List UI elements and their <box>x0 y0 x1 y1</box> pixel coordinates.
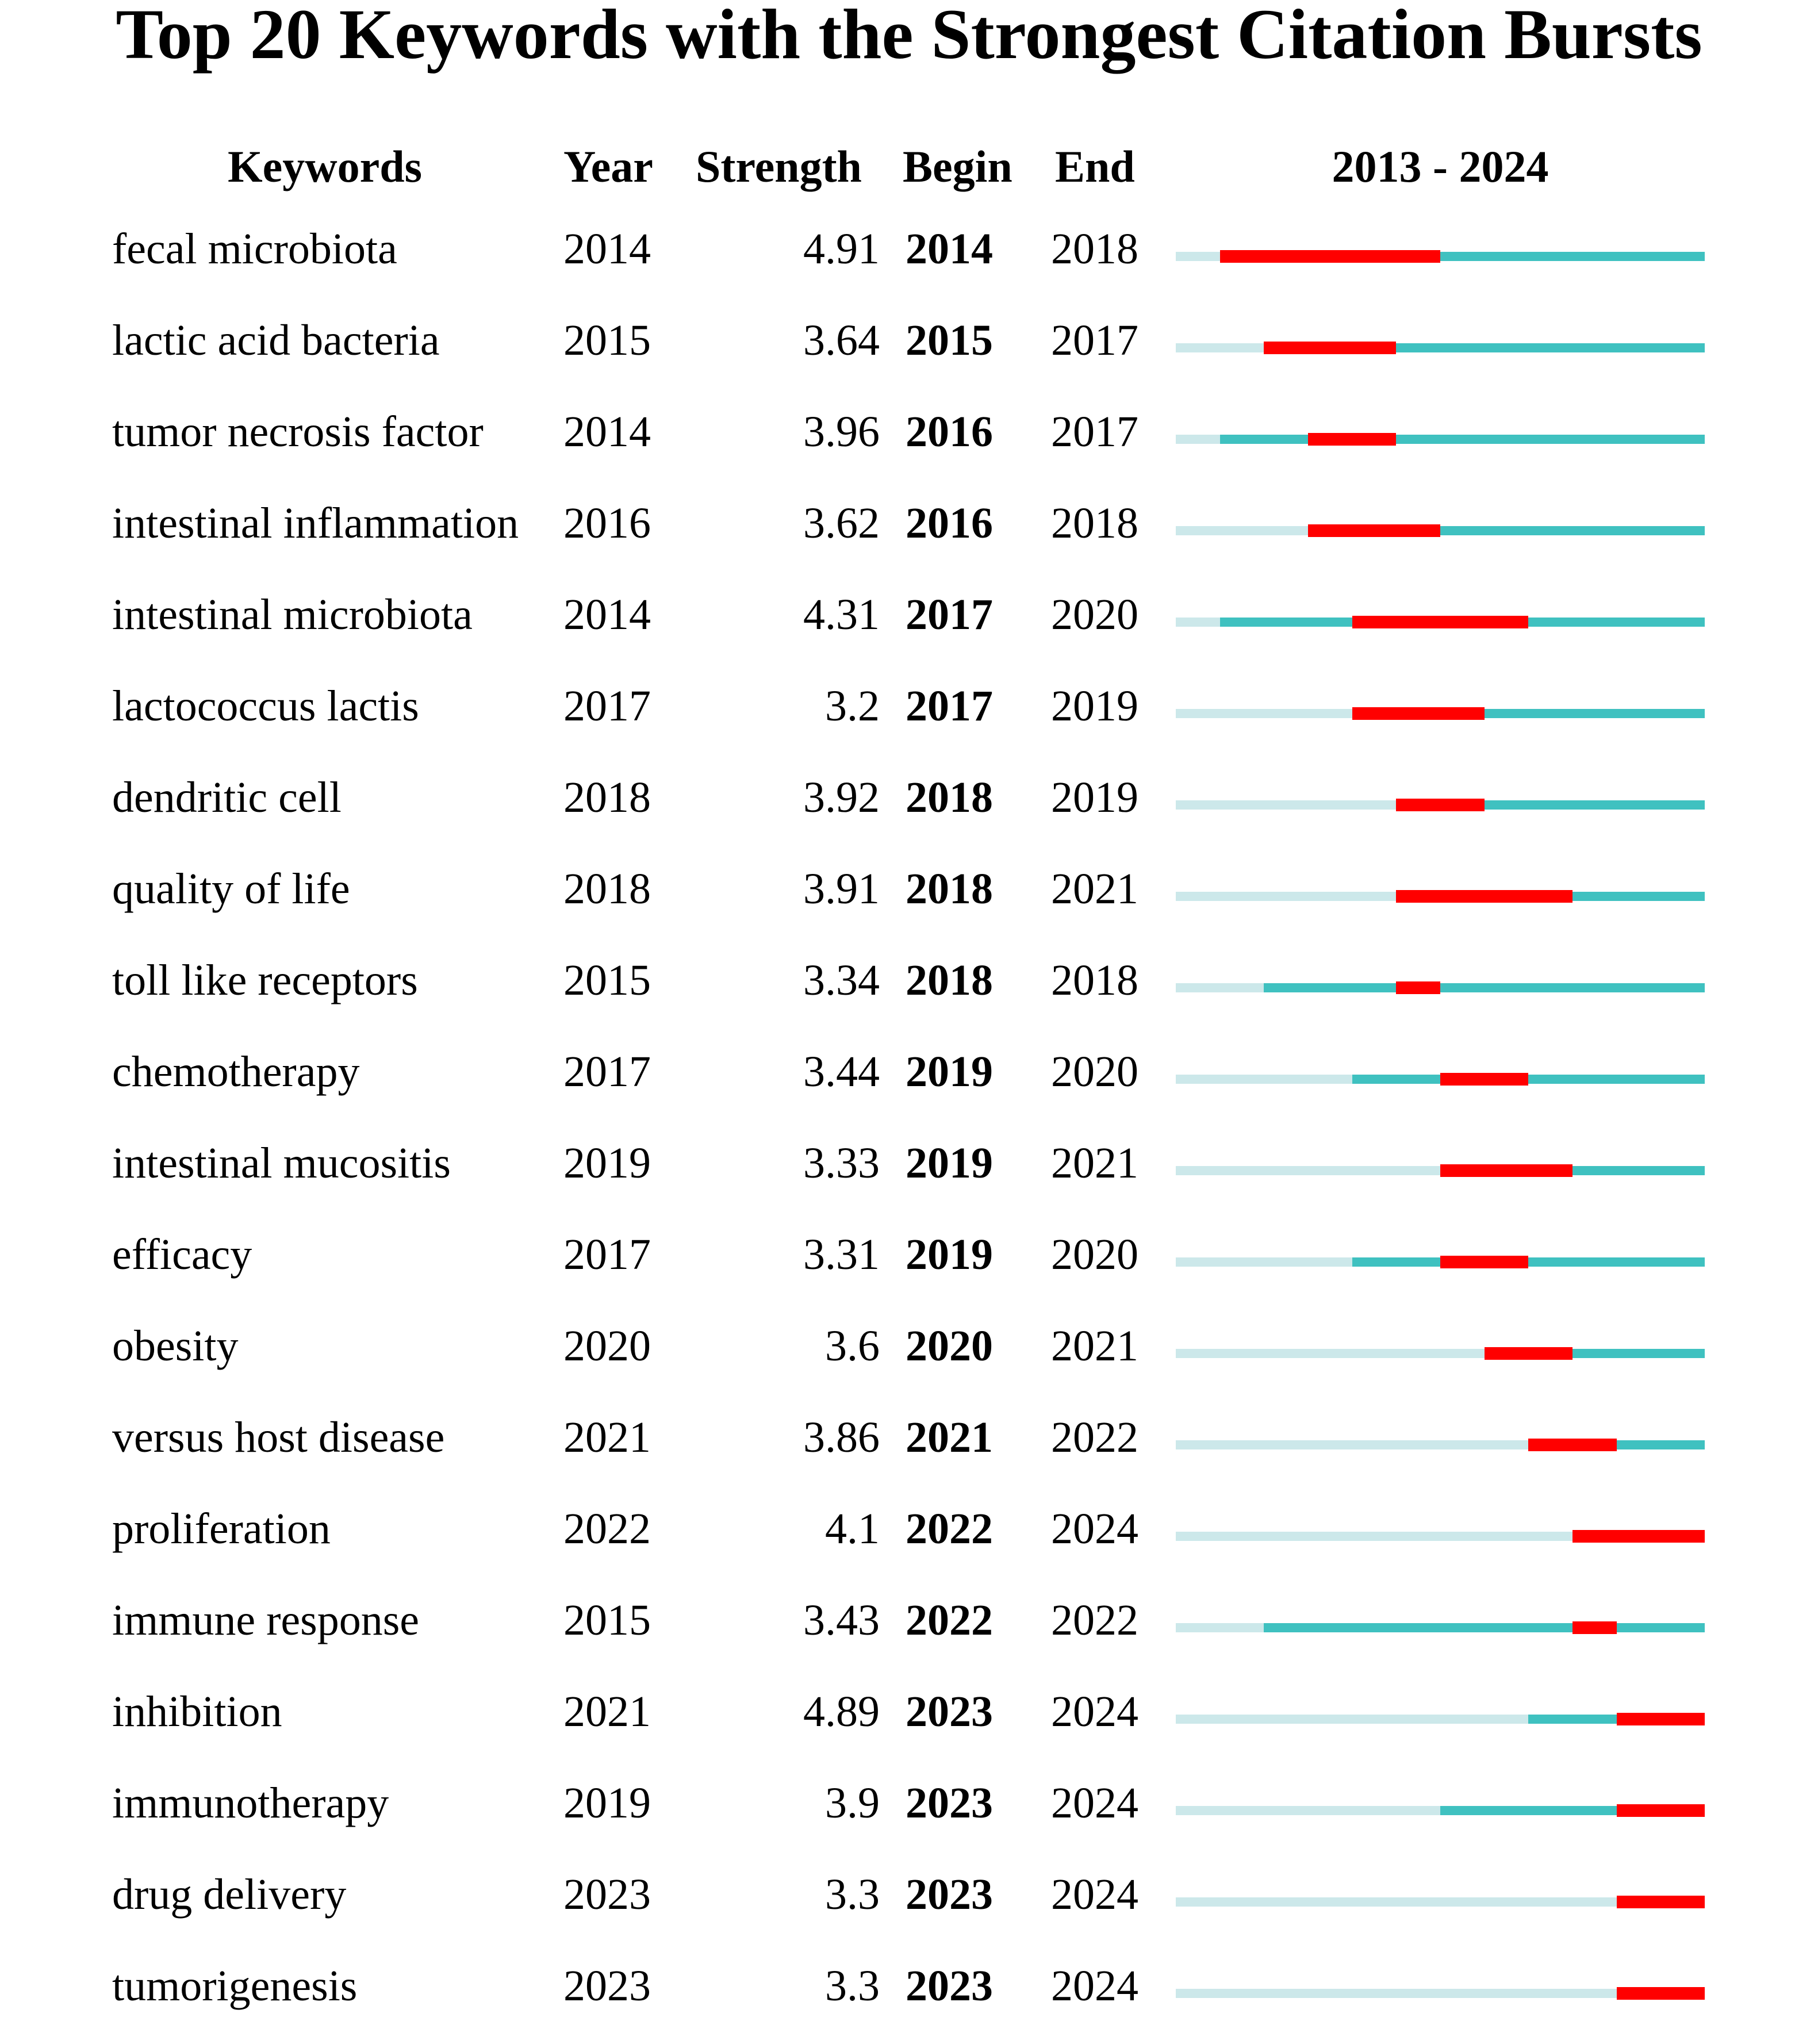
end-cell: 2018 <box>1051 225 1138 273</box>
burst-row <box>0 398 1818 490</box>
burst-row <box>0 216 1818 307</box>
timeline-inactive-segment <box>1176 983 1264 992</box>
end-cell: 2019 <box>1051 773 1138 822</box>
keyword-cell: immunotherapy <box>112 1779 389 1827</box>
strength-cell: 3.43 <box>803 1596 880 1644</box>
end-cell: 2024 <box>1051 1779 1138 1827</box>
chart-title: Top 20 Keywords with the Strongest Citation Bursts <box>116 0 1702 74</box>
end-cell: 2022 <box>1051 1413 1138 1462</box>
timeline-inactive-segment <box>1176 343 1264 352</box>
strength-cell: 3.92 <box>803 773 880 822</box>
burst-segment <box>1396 799 1484 811</box>
burst-row <box>0 1587 1818 1678</box>
keyword-cell: chemotherapy <box>112 1048 360 1096</box>
begin-cell: 2015 <box>906 316 993 365</box>
strength-cell: 3.44 <box>803 1048 880 1096</box>
column-header-begin: Begin <box>903 141 1012 191</box>
year-cell: 2023 <box>563 1962 651 2010</box>
burst-timeline <box>1176 981 1705 994</box>
strength-cell: 3.2 <box>825 682 880 730</box>
keyword-cell: versus host disease <box>112 1413 445 1462</box>
year-cell: 2014 <box>563 225 651 273</box>
burst-segment <box>1308 524 1440 537</box>
end-cell: 2018 <box>1051 956 1138 1004</box>
timeline-inactive-segment <box>1176 252 1220 261</box>
burst-segment <box>1440 1073 1528 1086</box>
keyword-cell: toll like receptors <box>112 956 418 1004</box>
burst-timeline <box>1176 1987 1705 2000</box>
burst-timeline <box>1176 1804 1705 1817</box>
keyword-cell: drug delivery <box>112 1870 347 1919</box>
year-cell: 2019 <box>563 1139 651 1187</box>
burst-timeline <box>1176 1530 1705 1543</box>
strength-cell: 3.3 <box>825 1870 880 1919</box>
end-cell: 2020 <box>1051 1230 1138 1279</box>
keyword-cell: obesity <box>112 1322 239 1370</box>
begin-cell: 2018 <box>906 956 993 1004</box>
burst-row <box>0 490 1818 581</box>
end-cell: 2024 <box>1051 1870 1138 1919</box>
strength-cell: 3.86 <box>803 1413 880 1462</box>
strength-cell: 4.1 <box>825 1505 880 1553</box>
timeline-inactive-segment <box>1176 1349 1485 1358</box>
timeline-inactive-segment <box>1176 1897 1617 1907</box>
column-header-keywords: Keywords <box>228 141 422 191</box>
burst-row <box>0 947 1818 1038</box>
burst-timeline <box>1176 799 1705 811</box>
burst-row <box>0 1130 1818 1221</box>
keyword-cell: intestinal inflammation <box>112 499 519 547</box>
timeline-inactive-segment <box>1176 1166 1440 1175</box>
begin-cell: 2023 <box>906 1688 993 1736</box>
year-cell: 2018 <box>563 773 651 822</box>
strength-cell: 3.62 <box>803 499 880 547</box>
burst-timeline <box>1176 1439 1705 1451</box>
burst-segment <box>1617 1987 1705 2000</box>
burst-timeline <box>1176 524 1705 537</box>
burst-segment <box>1352 616 1529 628</box>
strength-cell: 3.9 <box>825 1779 880 1827</box>
burst-row <box>0 1038 1818 1130</box>
end-cell: 2024 <box>1051 1962 1138 2010</box>
keyword-cell: intestinal mucositis <box>112 1139 451 1187</box>
burst-segment <box>1617 1804 1705 1817</box>
year-cell: 2014 <box>563 408 651 456</box>
year-cell: 2023 <box>563 1870 651 1919</box>
burst-timeline <box>1176 616 1705 628</box>
year-cell: 2016 <box>563 499 651 547</box>
burst-timeline <box>1176 1164 1705 1177</box>
timeline-inactive-segment <box>1176 1440 1528 1449</box>
keyword-cell: proliferation <box>112 1505 331 1553</box>
burst-row <box>0 1678 1818 1770</box>
column-header-end: End <box>1055 141 1135 191</box>
end-cell: 2020 <box>1051 590 1138 639</box>
end-cell: 2021 <box>1051 865 1138 913</box>
end-cell: 2020 <box>1051 1048 1138 1096</box>
strength-cell: 3.91 <box>803 865 880 913</box>
end-cell: 2021 <box>1051 1139 1138 1187</box>
end-cell: 2021 <box>1051 1322 1138 1370</box>
year-cell: 2018 <box>563 865 651 913</box>
begin-cell: 2023 <box>906 1962 993 2010</box>
keyword-cell: inhibition <box>112 1688 282 1736</box>
burst-segment <box>1528 1439 1616 1451</box>
begin-cell: 2019 <box>906 1048 993 1096</box>
column-header-strength: Strength <box>696 141 862 191</box>
burst-timeline <box>1176 1621 1705 1634</box>
timeline-active-segment <box>1220 435 1705 444</box>
burst-row <box>0 1495 1818 1587</box>
burst-timeline <box>1176 1347 1705 1360</box>
burst-row <box>0 1313 1818 1404</box>
end-cell: 2017 <box>1051 408 1138 456</box>
burst-row <box>0 1953 1818 2044</box>
timeline-active-segment <box>1264 983 1705 992</box>
strength-cell: 4.89 <box>803 1688 880 1736</box>
begin-cell: 2016 <box>906 408 993 456</box>
year-cell: 2017 <box>563 1048 651 1096</box>
begin-cell: 2017 <box>906 682 993 730</box>
burst-segment <box>1572 1621 1617 1634</box>
burst-timeline <box>1176 1896 1705 1908</box>
burst-row <box>0 581 1818 673</box>
burst-timeline <box>1176 250 1705 263</box>
keyword-cell: intestinal microbiota <box>112 590 473 639</box>
strength-cell: 3.6 <box>825 1322 880 1370</box>
timeline-inactive-segment <box>1176 800 1396 810</box>
year-cell: 2021 <box>563 1413 651 1462</box>
strength-cell: 3.33 <box>803 1139 880 1187</box>
strength-cell: 4.91 <box>803 225 880 273</box>
year-cell: 2017 <box>563 682 651 730</box>
year-cell: 2015 <box>563 1596 651 1644</box>
burst-row <box>0 1861 1818 1953</box>
keyword-cell: quality of life <box>112 865 350 913</box>
burst-segment <box>1396 981 1440 994</box>
begin-cell: 2018 <box>906 865 993 913</box>
burst-segment <box>1220 250 1440 263</box>
year-cell: 2021 <box>563 1688 651 1736</box>
burst-row <box>0 1770 1818 1861</box>
strength-cell: 3.3 <box>825 1962 880 2010</box>
begin-cell: 2022 <box>906 1596 993 1644</box>
begin-cell: 2020 <box>906 1322 993 1370</box>
timeline-inactive-segment <box>1176 1989 1617 1998</box>
burst-segment <box>1440 1256 1528 1268</box>
timeline-inactive-segment <box>1176 709 1352 718</box>
end-cell: 2017 <box>1051 316 1138 365</box>
column-header-year: Year <box>563 141 653 191</box>
begin-cell: 2023 <box>906 1779 993 1827</box>
burst-segment <box>1440 1164 1572 1177</box>
year-cell: 2015 <box>563 316 651 365</box>
burst-segment <box>1352 707 1485 720</box>
burst-row <box>0 1404 1818 1495</box>
burst-segment <box>1617 1896 1705 1908</box>
timeline-inactive-segment <box>1176 526 1308 535</box>
keyword-cell: fecal microbiota <box>112 225 397 273</box>
keyword-cell: tumor necrosis factor <box>112 408 484 456</box>
timeline-inactive-segment <box>1176 435 1220 444</box>
strength-cell: 3.31 <box>803 1230 880 1279</box>
burst-segment <box>1396 890 1572 903</box>
strength-cell: 3.64 <box>803 316 880 365</box>
year-cell: 2020 <box>563 1322 651 1370</box>
timeline-inactive-segment <box>1176 1806 1440 1815</box>
year-cell: 2019 <box>563 1779 651 1827</box>
end-cell: 2024 <box>1051 1505 1138 1553</box>
column-header-year-range: 2013 - 2024 <box>1332 141 1549 191</box>
burst-timeline <box>1176 433 1705 446</box>
burst-row <box>0 856 1818 947</box>
end-cell: 2022 <box>1051 1596 1138 1644</box>
begin-cell: 2017 <box>906 590 993 639</box>
timeline-inactive-segment <box>1176 1257 1352 1267</box>
begin-cell: 2019 <box>906 1230 993 1279</box>
end-cell: 2018 <box>1051 499 1138 547</box>
keyword-cell: dendritic cell <box>112 773 342 822</box>
keyword-cell: immune response <box>112 1596 420 1644</box>
timeline-inactive-segment <box>1176 618 1220 627</box>
year-cell: 2017 <box>563 1230 651 1279</box>
begin-cell: 2021 <box>906 1413 993 1462</box>
burst-row <box>0 1221 1818 1313</box>
year-cell: 2015 <box>563 956 651 1004</box>
begin-cell: 2023 <box>906 1870 993 1919</box>
burst-row <box>0 673 1818 764</box>
begin-cell: 2014 <box>906 225 993 273</box>
begin-cell: 2022 <box>906 1505 993 1553</box>
burst-segment <box>1572 1530 1705 1543</box>
begin-cell: 2016 <box>906 499 993 547</box>
burst-segment <box>1264 342 1396 354</box>
timeline-inactive-segment <box>1176 1532 1572 1541</box>
keyword-cell: lactococcus lactis <box>112 682 419 730</box>
burst-timeline <box>1176 707 1705 720</box>
burst-timeline <box>1176 1256 1705 1268</box>
burst-row <box>0 764 1818 856</box>
strength-cell: 3.34 <box>803 956 880 1004</box>
burst-row <box>0 307 1818 398</box>
timeline-active-segment <box>1264 1623 1705 1632</box>
burst-timeline <box>1176 1713 1705 1725</box>
keyword-cell: efficacy <box>112 1230 252 1279</box>
timeline-inactive-segment <box>1176 1715 1528 1724</box>
burst-timeline <box>1176 890 1705 903</box>
burst-timeline <box>1176 342 1705 354</box>
end-cell: 2024 <box>1051 1688 1138 1736</box>
end-cell: 2019 <box>1051 682 1138 730</box>
burst-segment <box>1308 433 1396 446</box>
timeline-inactive-segment <box>1176 1075 1352 1084</box>
strength-cell: 3.96 <box>803 408 880 456</box>
begin-cell: 2019 <box>906 1139 993 1187</box>
year-cell: 2022 <box>563 1505 651 1553</box>
burst-segment <box>1485 1347 1572 1360</box>
strength-cell: 4.31 <box>803 590 880 639</box>
timeline-inactive-segment <box>1176 1623 1264 1632</box>
burst-segment <box>1617 1713 1705 1725</box>
burst-timeline <box>1176 1073 1705 1086</box>
keyword-cell: lactic acid bacteria <box>112 316 440 365</box>
timeline-inactive-segment <box>1176 892 1396 901</box>
keyword-cell: tumorigenesis <box>112 1962 358 2010</box>
begin-cell: 2018 <box>906 773 993 822</box>
year-cell: 2014 <box>563 590 651 639</box>
